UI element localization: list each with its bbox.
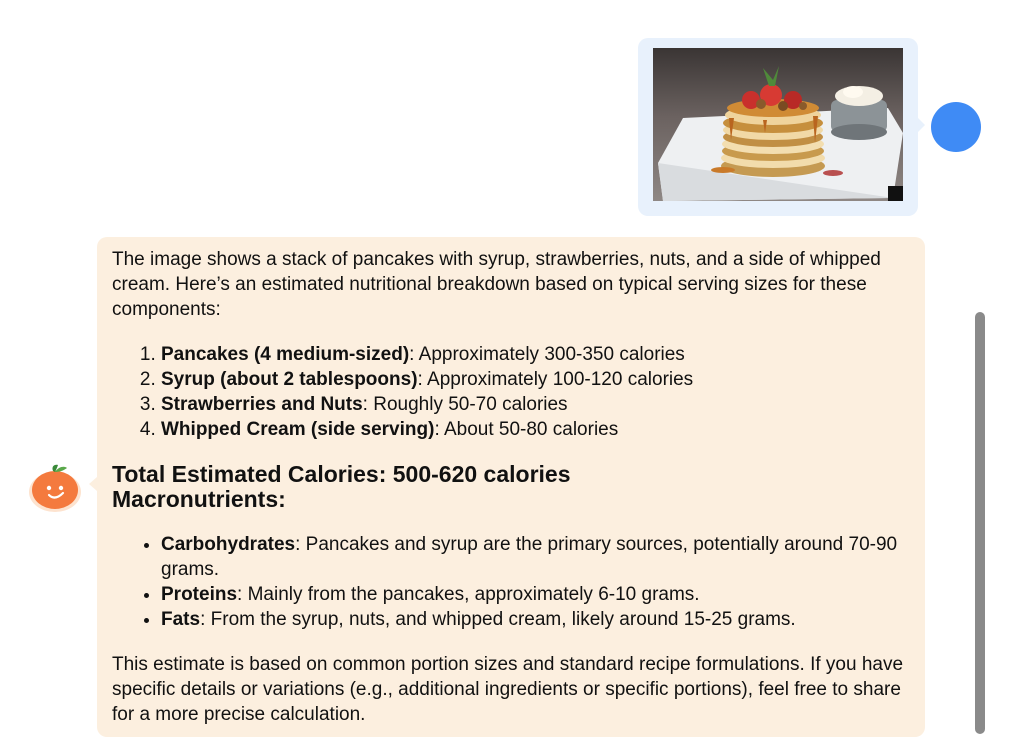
total-calories-heading: Total Estimated Calories: 500-620 calories <box>112 461 571 487</box>
item-label: Carbohydrates <box>161 534 296 555</box>
item-text: : Roughly 50-70 calories <box>362 394 568 415</box>
list-item <box>161 607 911 632</box>
list-item <box>161 417 911 442</box>
item-text: : About 50-80 calories <box>434 419 619 440</box>
item-label: Fats <box>161 609 201 630</box>
macronutrient-list <box>112 532 911 632</box>
macronutrients-heading: Macronutrients: <box>112 486 286 512</box>
assistant-message-bubble <box>97 237 925 737</box>
response-closing: This estimate is based on common portion sizes and standard recipe formulations. If you have specific details or variations (e.g., additional ingredients or specific portions), feel free to share for a more precise calculation. <box>112 654 904 725</box>
response-intro: The image shows a stack of pancakes with syrup, strawberries, nuts, and a side of whipped cream. Here’s an estimated nutritional breakdown based on typical serving sizes for these components: <box>112 249 881 320</box>
user-avatar-icon <box>931 102 981 152</box>
item-label: Proteins <box>161 584 238 605</box>
calorie-breakdown-list <box>112 342 911 442</box>
item-label: Pancakes (4 medium-sized) <box>161 344 410 365</box>
scrollbar-thumb[interactable] <box>975 312 985 734</box>
user-message-bubble <box>638 38 918 216</box>
item-label: Syrup (about 2 tablespoons) <box>161 369 418 390</box>
list-item <box>161 582 911 607</box>
item-text: : Pancakes and syrup are the primary sources, potentially around 70-90 grams. <box>161 534 898 580</box>
orange-mascot-icon <box>27 462 83 512</box>
item-text: : Approximately 100-120 calories <box>417 369 694 390</box>
item-text: : Approximately 300-350 calories <box>409 344 685 365</box>
item-text: : From the syrup, nuts, and whipped cream, likely around 15-25 grams. <box>200 609 796 630</box>
pancake-photo[interactable] <box>653 48 903 201</box>
item-label: Whipped Cream (side serving) <box>161 419 435 440</box>
list-item <box>161 342 911 367</box>
list-item <box>161 367 911 392</box>
item-label: Strawberries and Nuts <box>161 394 363 415</box>
list-item <box>161 392 911 417</box>
item-text: : Mainly from the pancakes, approximately 6-10 grams. <box>237 584 700 605</box>
list-item <box>161 532 911 582</box>
